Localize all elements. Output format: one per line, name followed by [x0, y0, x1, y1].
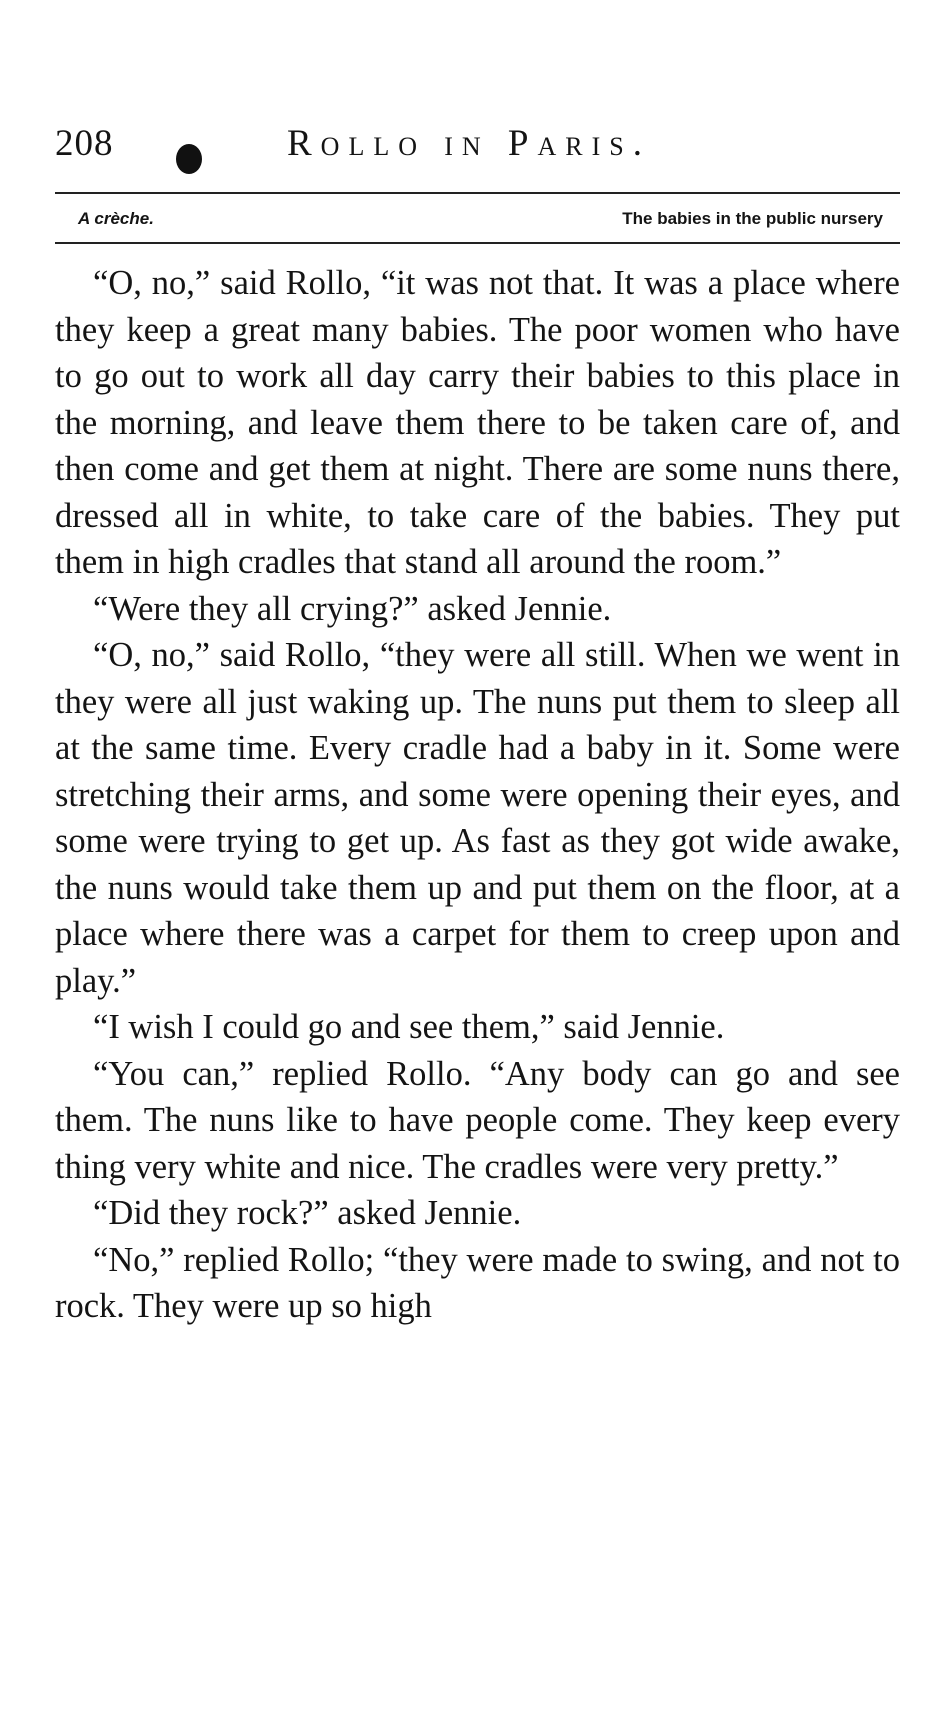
subheader-left-topic: A crèche. — [78, 209, 154, 228]
paragraph: “Did they rock?” asked Jennie. — [93, 1194, 522, 1232]
header-rule-bottom — [55, 242, 900, 244]
page-header — [55, 122, 900, 170]
body-text — [55, 260, 900, 1330]
paragraph: “No,” replied Rollo; “they were made to swing, and not to rock. They were up so high — [55, 1240, 900, 1325]
ink-blot-mark — [176, 144, 202, 174]
paragraph: “O, no,” said Rollo, “they were all still. When we went in they were all just waking up. The nuns put them to sleep all at the same time. Every cradle had a baby in it. Some were stretching their arms, and some were opening their eyes, and some were trying to get up. As fast as they got wide awake, the nuns would take them up and put them on the floor, at a place where there was a carpet for them to creep upon and play.” — [55, 636, 900, 1000]
paragraph: “You can,” replied Rollo. “Any body can go and see them. The nuns like to have people come. They keep every thing very white and nice. The cradles were very pretty.” — [55, 1054, 900, 1186]
section-subheader — [78, 205, 883, 233]
paragraph: “Were they all crying?” asked Jennie. — [93, 589, 612, 628]
page-number: 208 — [55, 123, 114, 164]
paragraph: “I wish I could go and see them,” said Jennie. — [93, 1008, 725, 1046]
subheader-right-topic: The babies in the public nursery — [622, 209, 883, 228]
header-rule-top — [55, 192, 900, 194]
running-title: Rollo in Paris. — [287, 123, 651, 164]
paragraph: “O, no,” said Rollo, “it was not that. It was a place where they keep a great many babies. The poor women who have to go out to work all day carry their babies to this place in the morning, and leave them there to be taken care of, and then come and get them at night. There are some nuns there, dressed all in white, to take care of the babies. They put them in high cradles that stand all around the room.” — [55, 264, 900, 581]
